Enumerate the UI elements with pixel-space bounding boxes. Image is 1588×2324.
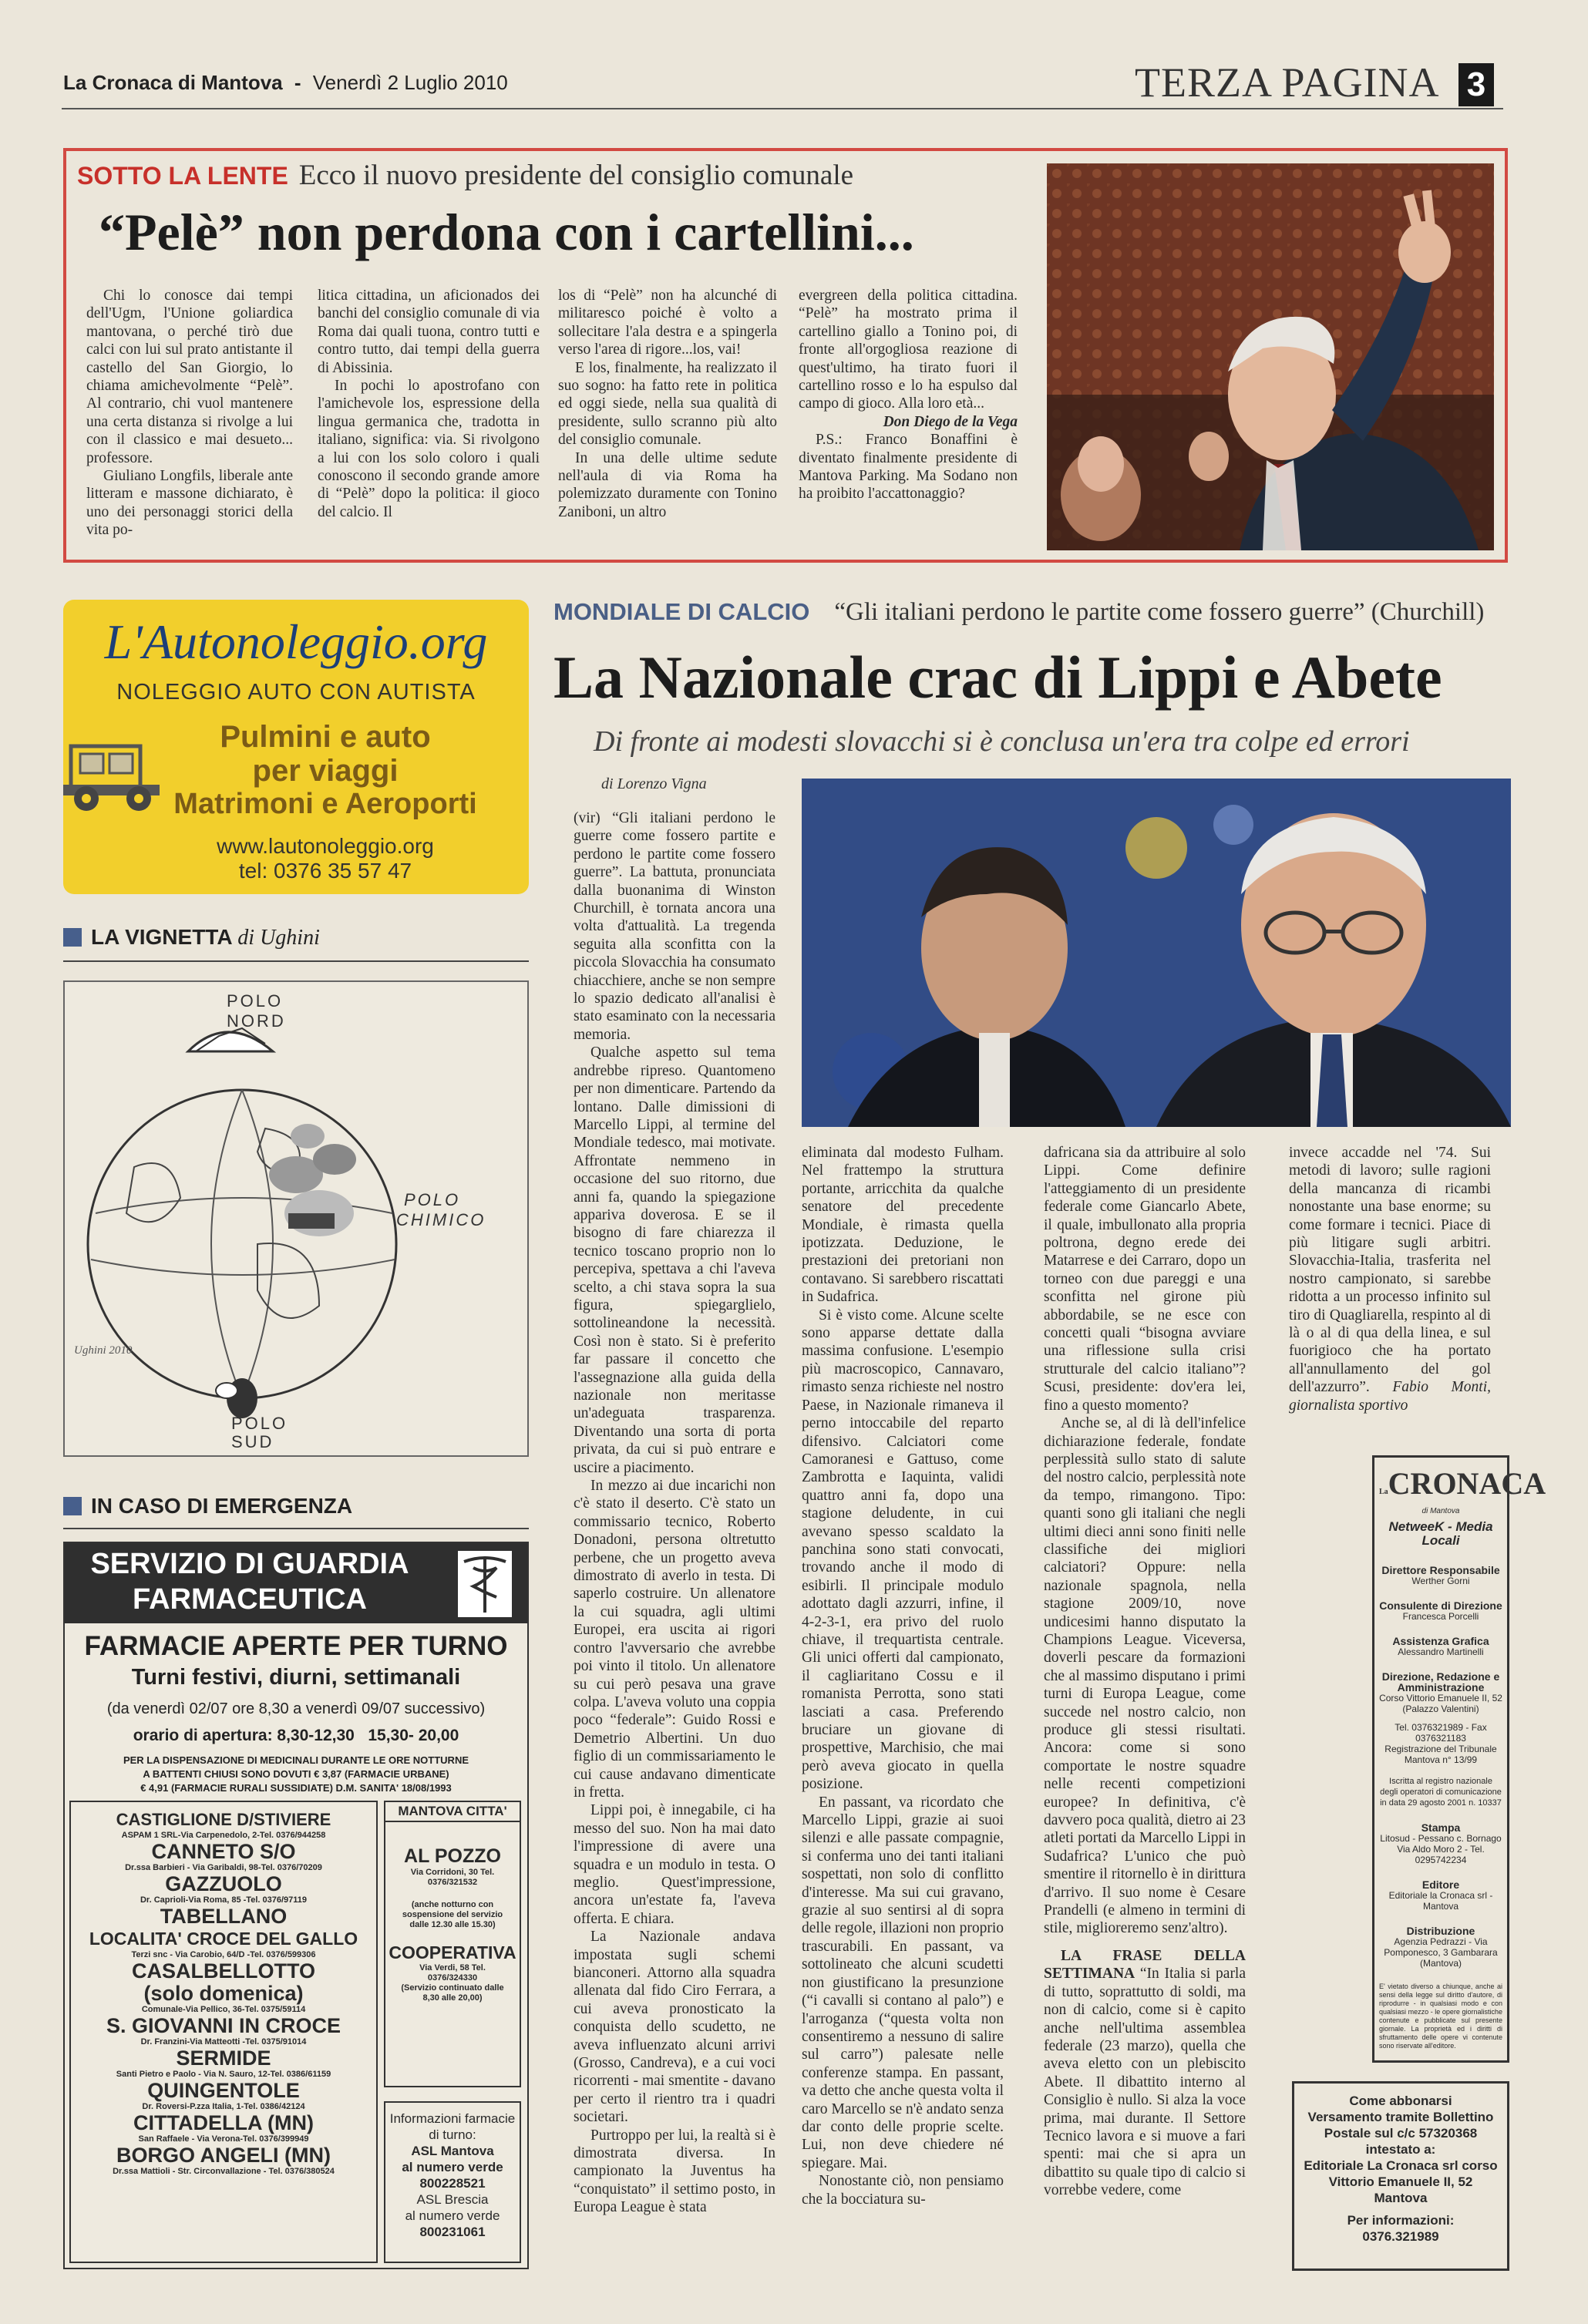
consultant: Francesca Porcelli	[1402, 1611, 1479, 1622]
masthead-box	[1372, 1455, 1546, 2063]
caduceus-icon	[458, 1551, 512, 1617]
subscribe-phone[interactable]: 0376.321989	[1362, 2229, 1439, 2244]
pharmacy-hours: orario di apertura: 8,30-12,30 15,30- 20,00	[133, 1727, 459, 1744]
print-title: Stampa	[1421, 1821, 1461, 1834]
asl-info-4[interactable]: 800228521	[419, 2176, 486, 2191]
paragraph: E los, finalmente, ha realizzato il suo sogno: ha fatto rete in politica ed oggi siede, nella sua qualità di presidente, sullo scranno più alto del consiglio comunale.	[558, 359, 777, 449]
page-number: 3	[1458, 63, 1494, 106]
polo-nord-2: NORD	[227, 1011, 286, 1031]
top-story-column-4	[799, 287, 1018, 503]
photo-pele-image	[1047, 163, 1494, 550]
column-4-author: Fabio Monti,	[1392, 1379, 1491, 1396]
paragraph: Giuliano Longfils, liberale ante litteram e massone dichiarato, è uno dei personaggi storici della vita po-	[86, 468, 293, 539]
top-story-kicker-line	[77, 159, 853, 192]
asl-info-box	[384, 2101, 521, 2263]
ad-line-1: NOLEGGIO AUTO CON AUTISTA	[116, 680, 476, 705]
vignetta-label-box	[63, 928, 82, 947]
paragraph: Nonostante ciò, non pensiamo che la bocciatura su-	[802, 2173, 1004, 2208]
masthead-registration: Registrazione del Tribunale Mantova n° 13/99	[1384, 1744, 1497, 1765]
masthead-logo	[1379, 1466, 1546, 1508]
subscribe-title: Come abbonarsi	[1349, 2094, 1452, 2108]
pharmacy-town: LOCALITA' CROCE DEL GALLO	[89, 1929, 358, 1949]
top-story-signature: Don Diego de la Vega	[883, 413, 1018, 430]
city-label: MANTOVA CITTA'	[385, 1802, 520, 1822]
pharmacy-entry	[71, 2144, 376, 2177]
paragraph: Lippi poi, è innegabile, ci ha messo del suo. Non ha mai dato l'impressione di avere una squadra e un modulo in testa. O meglio. Quest'impressione, ancora un'estate fa, l'aveva offerta. E chiara.	[574, 1802, 775, 1927]
asl-info-1: Informazioni farmacie di turno:	[389, 2111, 516, 2142]
pharmacy-title-2: FARMACEUTICA	[133, 1583, 367, 1616]
pharmacy-town: CANNETO S/O	[151, 1840, 296, 1863]
photo-lippi-abete-image	[802, 779, 1511, 1127]
print: Litosud - Pessano c. Bornago Via Aldo Moro 2 - Tel. 0295742234	[1380, 1833, 1502, 1865]
coop-name: COOPERATIVA	[389, 1942, 516, 1962]
editorial-address: Corso Vittorio Emanuele II, 52 (Palazzo Valentini)	[1379, 1693, 1502, 1714]
logo-text: CRONACA	[1388, 1466, 1546, 1501]
pharmacy-town: TABELLANO	[160, 1905, 288, 1928]
vignetta-author: di Ughini	[237, 926, 320, 950]
pharmacy-entry	[71, 1841, 376, 1873]
alpozzo-name: AL POZZO	[404, 1845, 501, 1867]
coop-note: (Servizio continuato dalle 8,30 alle 20,00)	[401, 1983, 504, 2003]
pharmacy-address: Terzi snc - Via Carobio, 64/D -Tel. 0376/599306	[131, 1950, 316, 1959]
column-4-role: giornalista sportivo	[1289, 1397, 1408, 1414]
asl-info-5: ASL Brescia	[416, 2192, 489, 2207]
pharmacy-town: CASALBELLOTTO	[132, 1959, 315, 1983]
graphics: Alessandro Martinelli	[1398, 1646, 1484, 1657]
pharmacy-box	[63, 1542, 529, 2269]
paragraph: litica cittadina, un aficionados dei banchi del consiglio comunale di via Roma dai quali tuona, contro tutti e contro tutto, dai tempi della guerra di Abissinia.	[318, 288, 540, 376]
photo-pele	[1047, 163, 1494, 550]
paragraph: La Nazionale andava impostata sugli schemi bianconeri. Attorno alla squadra allenata dal fido Ciro Ferrara, a cui aveva pronosticato la conquista dello scudetto, ne aveva influenzato alcuni arrivi (Grosso, Candreva), e a cui voci ricorrenti - mai smentite - davano per certo il rientro tra i quadri societari.	[574, 1929, 775, 2126]
paragraph: In una delle ultime sedute nell'aula di via Roma ha polemizzato duramente con Tonino Zaniboni, un altro	[558, 449, 777, 520]
vignetta-label	[91, 925, 320, 950]
asl-info-6: al numero verde	[405, 2208, 500, 2223]
pharmacy-entry	[71, 2080, 376, 2112]
pharmacy-address: Dr.ssa Barbieri - Via Garibaldi, 98-Tel. 0376/70209	[125, 1863, 322, 1872]
masthead-legal: E' vietato diverso a chiunque, anche ai sensi della legge sul diritto d'autore, di riprodurre - in qualsiasi modo e con qualsiasi mezzo - le opere giornalistiche contenute e pubblicate sul presente giornale. La proprietà ed i diritti di sfruttamento delle opere vi contenute sono riservate all'editore.	[1379, 1983, 1502, 2050]
paragraph: En passant, va ricordato che Marcello Lippi, grazie ai suoi silenzi e alle passate compagnie, si conferma uno dei tanti italiani sospettati, non solo di conflitto d'interesse. Ma sui cui gravano, grazie al suo sentirsi al di sopra delle regole, illazioni non proprio trascurabili. En passant, va sottolineato che alcuni scudetti non giustificano la presunzione (“i cavalli si contano al palo”) e l'arroganza (“questa volta non consentiremo a nessuno di salire sul carro”) palesate nelle conferenze stampa. En passant, va detto che anche questa volta il caro Marcello se n'è andato senza dar conto delle proprie scelte. Lui, non deve chiedere né spiegare. Mai.	[802, 1794, 1004, 2171]
pharmacy-sub: Turni festivi, diurni, settimanali	[131, 1665, 461, 1690]
coop-address: Via Verdi, 58 Tel. 0376/324330	[419, 1963, 486, 1983]
vignetta-rule	[63, 960, 529, 962]
paragraph: Si è visto come. Alcune scelte sono apparse dettate dalla massima confusione. L'esempio più macroscopico, Cannavaro, rimasto senza richieste nel nostro Paese, in Nazionale rimaneva il perno intoccabile del reparto difensivo. Calciatori come Camoranesi e Gattuso, come Zambrotta e Iaquinta, validi quattro anni fa, dopo una stagione deludente, in cui avevano spesso scaldato la panchina sono stati convocati, trovando anche il modo di esibirli. Il principale modulo adottato dagli azzurri, infine, il 4-2-3-1, era privo del ruolo chiave, il trequartista centrale. Gli unici offerti dal campionato, il cagliaritano Cossu e il romanista Perrotta, sono stati lasciati a casa. Preferendo bruciare un giovane di prospettive, Marchisio, che mai però aveva giocato in quella posizione.	[802, 1307, 1004, 1793]
top-story-column-1	[86, 287, 293, 540]
ad-line-3: per viaggi	[252, 754, 399, 788]
pharmacy-address: Dr. Franzini-Via Matteotti -Tel. 0375/91014	[140, 2037, 307, 2047]
paragraph: eliminata dal modesto Fulham. Nel frattempo la struttura portante, arricchita da qualche senatore del precedente Mondiale, è rimasta quella ipotizzata. Deduzione, le prestazioni dei pretoriani non contavano. Si sarebbero riscattati in Sudafrica.	[802, 1145, 1004, 1306]
paragraph: Qualche aspetto sul tema andrebbe ripreso. Quantomeno per non dimenticare. Partendo da lontano. Dalle dimissioni di Marcello Lippi, al termine del Mondiale tedesco, mai motivate. Affrontate nemmeno in occasione del suo ritorno, due anni fa, quando la spiegazione appariva doverosa. E se il bisogno di fare chiarezza il tecnico toscano proprio non lo percepiva, spettava a chi l'aveva scelto, a chi stava sopra la sua figura, spiegarglielo, sottolineandone la necessità. Così non è stato. Si è preferito far passare il concetto che l'assegnazione alla guida della nazionale non meritasse un'adeguata trasparenza. Diventando una sorta di porta privata, da cui si può entrare e uscire a piacimento.	[574, 1044, 775, 1476]
pharmacy-heading: FARMACIE APERTE PER TURNO	[84, 1631, 508, 1661]
pharmacy-period: (da venerdì 02/07 ore 8,30 a venerdì 09/07 successivo)	[106, 1700, 486, 1717]
main-byline	[601, 775, 707, 793]
paragraph: In mezzo ai due incarichi non c'è stato il deserto. C'è stato un commissario tecnico, Roberto Donadoni, persona oltretutto perbene, che un progetto aveva dimostrato di averlo in testa. Di saperlo costruire. Un allenatore la cui squadra, agli ultimi Europei, era uscita ai rigori contro l'avversario che avrebbe poi vinto il titolo. Un allenatore su cui però pesava una grave colpa. L'aveva voluto una coppia poco “federale”: Guido Rossi e Demetrio Albertini. Un duo figlio di un commissariamento le cui cause andavano dimenticate in fretta.	[574, 1478, 775, 1801]
polo-chimico-2: CHIMICO	[396, 1210, 486, 1229]
paragraph: Chi lo conosce dai tempi dell'Ugm, l'Unione goliardica mantovana, o perché tirò due calci con lui sul prato antistante il castello del San Giorgio, lo chiama amichevolmente “Pelè”. Al contrario, chi vuol mantenere una certa distanza si rivolge a lui con il classico e mai desueto... professore.	[86, 288, 293, 466]
top-story-subtitle: Ecco il nuovo presidente del consiglio comunale	[298, 160, 854, 191]
header-paper-date	[63, 71, 508, 95]
pharmacy-entry	[71, 2047, 376, 2080]
pharmacy-town: CITTADELLA (MN)	[133, 2111, 314, 2134]
subscribe-method: Versamento tramite Bollettino Postale sul c/c 57320368 intestato a:	[1307, 2110, 1494, 2157]
pharmacy-town: SERMIDE	[176, 2047, 271, 2070]
pharmacy-address: ASPAM 1 SRL-Via Carpenedolo, 2-Tel. 0376/944258	[121, 1831, 326, 1840]
polo-sud-1: POLO	[231, 1414, 288, 1433]
column-4-text: invece accadde nel '74. Sui metodi di lavoro; sulle ragioni della mancanza di ricambi nonostante una base enorme; su come formare i tecnici. Piace di più litigare sugli arbitri. Slovacchia-Italia, trasferita nel nostro campionato, si sarebbe ridotta a un processo infinito sul tiro di Quagliarella, respinto al di là o al di qua della linea, e sul fuorigioco che ha portato all'annullamento del gol dell'azzurro”.	[1289, 1145, 1491, 1396]
paragraph: evergreen della politica cittadina. “Pelè” ha mostrato prima il cartellino giallo a Tonino poi, di fronte all'orgogliosa reazione di quest'ultimo, ha tirato fuori il cartellino rosso e lo ha espulso dal campo di gioco. Alla loro età...	[799, 288, 1018, 412]
logo-sub: di Mantova	[1421, 1507, 1460, 1515]
emergenza-rule	[63, 1528, 529, 1529]
header-rule	[62, 108, 1503, 109]
byline-prefix: di	[601, 775, 614, 792]
alpozzo-address: Via Corridoni, 30 Tel. 0376/321532	[410, 1868, 495, 1887]
subscribe-info-title: Per informazioni:	[1347, 2213, 1455, 2228]
pharmacy-entry	[71, 1960, 376, 1983]
pharmacy-entry	[71, 2015, 376, 2047]
pharmacy-town: CASTIGLIONE D/STIVIERE	[116, 1810, 331, 1829]
pharmacy-note-3: € 4,91 (FARMACIE RURALI SUSSIDIATE) D.M. SANITA' 18/08/1993	[140, 1782, 452, 1794]
pharmacy-address: Dr. Caprioli-Via Roma, 85 -Tel. 0376/97119	[140, 1895, 308, 1905]
ad-brand: L'Autonoleggio.org	[104, 614, 488, 669]
paragraph	[1289, 1144, 1491, 1414]
photo-lippi-abete	[802, 779, 1511, 1127]
header-separator: -	[294, 71, 301, 94]
top-story-column-2	[318, 287, 540, 521]
masthead-network: NetweeK - Media Locali	[1388, 1519, 1493, 1548]
paragraph	[1044, 1947, 1246, 2200]
main-quote: “Gli italiani perdono le partite come fossero guerre” (Churchill)	[834, 598, 1485, 626]
distribution-title: Distribuzione	[1406, 1925, 1475, 1937]
paragraph: los di “Pelè” non ha alcunché di militaresco poiché è volto a sollecitare l'ala destra e a spingerla verso l'area di rigore...los, vai!	[558, 288, 777, 358]
polo-sud-2: SUD	[231, 1432, 274, 1451]
pharmacy-town: QUINGENTOLE	[147, 2079, 300, 2102]
subscribe-box	[1292, 2081, 1509, 2271]
pharmacy-entry	[71, 1873, 376, 1905]
main-kicker-line	[553, 598, 1509, 627]
pharmacy-entry	[71, 1808, 376, 1841]
main-column-1	[574, 809, 775, 2217]
pharmacy-entry	[71, 1983, 376, 2015]
editorial-title: Direzione, Redazione e Amministrazione	[1381, 1670, 1500, 1693]
pharmacy-note-1: PER LA DISPENSAZIONE DI MEDICINALI DURANTE LE ORE NOTTURNE	[123, 1754, 469, 1766]
top-story-column-3	[558, 287, 777, 521]
pharmacy-address: San Raffaele - Via Verona-Tel. 0376/399949	[138, 2134, 309, 2144]
main-column-3	[1044, 1144, 1246, 2200]
pharmacy-address: Dr.ssa Mattioli - Str. Circonvallazione - Tel. 0376/380524	[113, 2167, 335, 2176]
polo-nord-1: POLO	[227, 991, 284, 1011]
director: Werther Gorni	[1411, 1576, 1470, 1586]
paragraph: In pochi lo apostrofano con l'amichevole los, espressione della lingua germanica che, tradotta in italiano, significa: via. Si rivolgono a lui con los solo coloro i quali conoscono il secondo grande amore di “Pelè” dopo la politica: il gioco del calcio. Il	[318, 378, 540, 520]
asl-info-2: ASL Mantova	[411, 2144, 494, 2158]
consultant-title: Consulente di Direzione	[1379, 1599, 1502, 1612]
paragraph: P.S.: Franco Bonaffini è diventato finalmente presidente di Mantova Parking. Ma Sodano non ha proibito l'accattonaggio?	[799, 432, 1018, 503]
byline-author: Lorenzo Vigna	[617, 775, 707, 792]
paragraph: (vir) “Gli italiani perdono le guerre come fossero partite e perdono le partite come fossero guerre”. La battuta, pronunciata dalla buonanima di Winston Churchill, è tornata ancora una volta d'attualità. La tregenda seguita alla sconfitta con la piccola Slovacchia ha consumato chiacchiere, anche se non sempre lo spazio dedicato all'analisi è stato esaminato con la necessaria memoria.	[574, 810, 775, 1043]
frase-text: “In Italia si parla di tutto, soprattutto di soldi, ma non di calcio, come si è capito anche nell'ultima assemblea federale (23 marzo), quella che aveva eletto con un plebiscito Abete. Il dibattito interno al Consiglio è nullo. Si alza la voce prima, mai durante. Il Settore Tecnico lavora e si muove a fari spenti: mai che si apra un dibattito su quale tipo di calcio si vorrebbe vedere, come	[1044, 1966, 1247, 2199]
pharmacy-town: S. GIOVANNI IN CROCE	[106, 2014, 341, 2037]
frase-title: LA FRASE DELLA SETTIMANA	[1044, 1947, 1246, 1983]
ad-line-4: Matrimoni e Aeroporti	[173, 788, 477, 820]
top-story-kicker: SOTTO LA LENTE	[77, 162, 288, 190]
ad-line-2: Pulmini e auto	[220, 720, 431, 754]
pharmacy-note-2: A BATTENTI CHIUSI SONO DOVUTI € 3,87 (FARMACIE URBANE)	[143, 1768, 449, 1780]
pharmacy-town: GAZZUOLO	[165, 1872, 282, 1895]
pharmacy-list	[69, 1801, 378, 2263]
pharmacy-address: Comunale-Via Pellico, 36-Tel. 0375/59114	[141, 2005, 306, 2014]
section-title: TERZA PAGINA	[1135, 59, 1440, 106]
pharmacy-address: Dr. Roversi-P.zza Italia, 1-Tel. 0386/42124	[142, 2102, 305, 2111]
pharmacy-entry	[71, 1928, 376, 1960]
pharmacy-entry	[71, 1905, 376, 1928]
pharmacy-entry	[71, 2112, 376, 2144]
main-column-2	[802, 1144, 1004, 2208]
main-column-4	[1289, 1144, 1491, 1414]
cartoon-signature: Ughini 2010	[74, 1344, 133, 1357]
publisher: Editoriale la Cronaca srl - Mantova	[1388, 1890, 1493, 1912]
asl-info-3: al numero verde	[402, 2160, 503, 2174]
emergenza-label: IN CASO DI EMERGENZA	[91, 1494, 353, 1518]
vignetta-cartoon	[63, 980, 529, 1457]
masthead-iscrizione: Iscritta al registro nazionale degli operatori di comunicazione in data 29 agosto 2001 n. 10337	[1380, 1777, 1502, 1808]
pharmacy-address: Santi Pietro e Paolo - Via N. Sauro, 12-Tel. 0386/61159	[116, 2070, 331, 2079]
main-headline: La Nazionale crac di Lippi e Abete	[553, 644, 1442, 711]
issue-date: Venerdì 2 Luglio 2010	[312, 71, 508, 94]
main-kicker: MONDIALE DI CALCIO	[553, 598, 810, 625]
graphics-title: Assistenza Grafica	[1392, 1635, 1489, 1647]
paragraph: dafricana sia da attribuire al solo Lippi. Come definire l'atteggiamento di un presidente federale come Giancarlo Abete, il quale, imbullonato alla propria poltrona, degno erede dei Matarrese e dei Carraro, dopo un torneo con due pareggi e una sconfitta nel girone più abbordabile, se ne esce con concetti quali “bisogna avviare una riflessione sulla crisi strutturale del calcio italiano”? Scusi, presidente: dov'era lei, fino a questo momento?	[1044, 1145, 1246, 1414]
subscribe-recipient: Editoriale La Cronaca srl corso Vittorio Emanuele II, 52 Mantova	[1304, 2158, 1498, 2205]
ad-phone: tel: 0376 35 57 47	[238, 859, 412, 883]
ad-website[interactable]: www.lautonoleggio.org	[217, 834, 434, 858]
ad-autonoleggio[interactable]	[63, 600, 529, 894]
logo-small: La	[1379, 1488, 1388, 1496]
main-subhead: Di fronte ai modesti slovacchi si è conclusa un'era tra colpe ed errori	[594, 725, 1410, 758]
paper-name: La Cronaca di Mantova	[63, 71, 283, 94]
emergenza-label-box	[63, 1497, 82, 1515]
paragraph: Purtroppo per lui, la realtà si è dimostrata diversa. In campionato la Juventus ha “conquistato” il settimo posto, in Europa League è stata	[574, 2127, 775, 2216]
asl-info-7[interactable]: 800231061	[419, 2225, 486, 2239]
publisher-title: Editore	[1421, 1878, 1460, 1891]
mantova-city-box	[384, 1801, 521, 2087]
pharmacy-title-1: SERVIZIO DI GUARDIA	[90, 1548, 409, 1580]
polo-chimico-1: POLO	[404, 1190, 461, 1209]
pharmacy-town: BORGO ANGELI (MN)	[116, 2144, 331, 2167]
top-story-headline: “Pelè” non perdona con i cartellini...	[99, 203, 914, 261]
paragraph: Anche se, al di là dell'infelice dichiarazione federale, fondate perplessità sullo stato di salute del nostro calcio, perplessità note da tempo, rimangono. Tipo: quanti sono gli italiani che negli ultimi dieci anni sono finiti nelle classifiche dei migliori calciatori? Oppure: nella nazionale spagnola, nella stagione 2009/10, nove undicesimi hanno disputato la Champions League. Viceversa, doverli pescare da formazioni che al massimo disputano i primi turni di Europa League, come succede nel nostro calcio, non produce gli stessi risultati. Ancora: come si sono comportate le nostre squadre nelle recenti competizioni europee? In definitiva, c'è davvero poca qualità, dietro ai 23 atleti portati da Marcello Lippi in Sudafrica? L'unico che può smentire il ritornello è in dirittura d'arrivo. Il suo nome è Cesare Prandelli (e almeno in termini di stile, miglioreremo senz'altro).	[1044, 1415, 1246, 1937]
distribution: Agenzia Pedrazzi - Via Pomponesco, 3 Gambarara (Mantova)	[1384, 1936, 1498, 1969]
pharmacy-town: (solo domenica)	[143, 1982, 304, 2005]
alpozzo-note: (anche notturno con sospensione del servizio dalle 12.30 alle 15.30)	[402, 1900, 503, 1929]
director-title: Direttore Responsabile	[1381, 1564, 1500, 1576]
masthead-phone: Tel. 0376321989 - Fax 0376321183	[1395, 1722, 1487, 1744]
vignetta-label-text: LA VIGNETTA	[91, 925, 232, 949]
